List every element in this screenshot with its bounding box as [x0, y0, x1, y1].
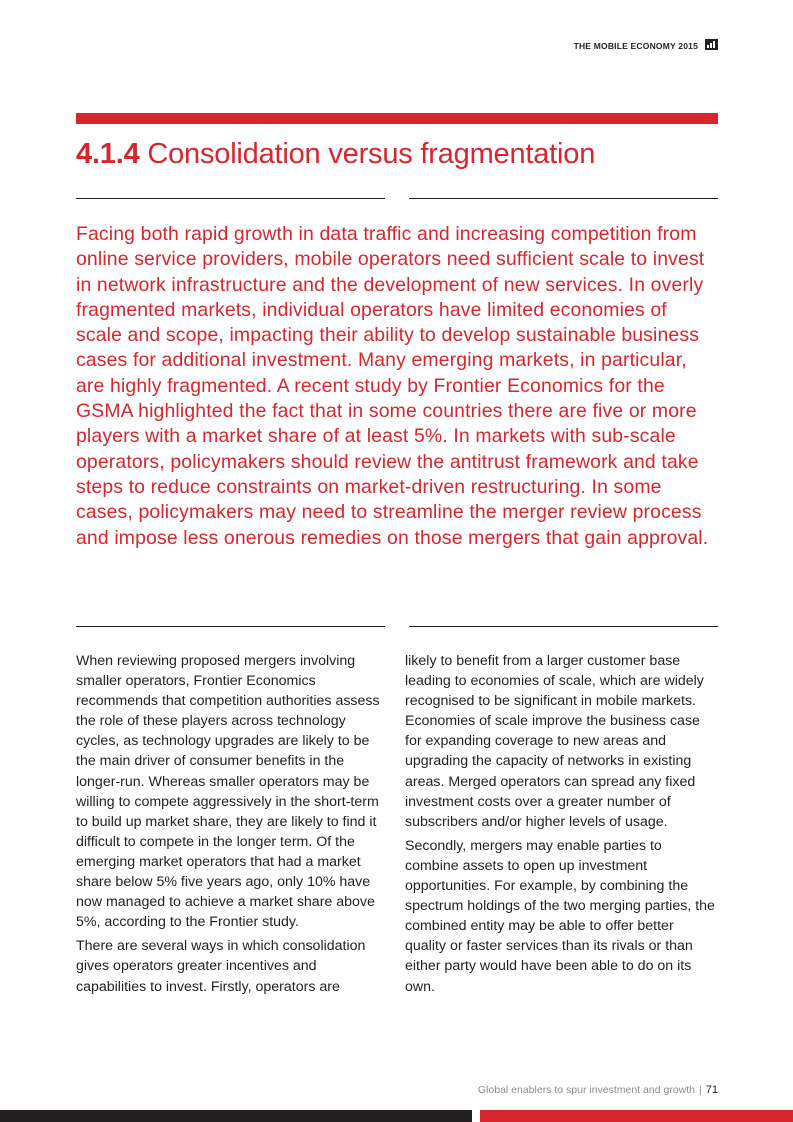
body-paragraph: likely to benefit from a larger customer base leading to economies of scale, which are widely recognised to be significant in mobile markets. Economies of scale improve the business case for expanding coverage to new areas and upgrading the capacity of networks in existing areas. Merged operators can spread any fixed investment costs over a greater number of subscribers and/or higher levels of usage. [405, 653, 704, 830]
section-heading [76, 138, 595, 171]
body-paragraph: There are several ways in which consolidation gives operators greater incentives and capabilities to invest. Firstly, operators are [76, 938, 366, 995]
body-column-left [76, 651, 388, 1001]
footer-bar-red [480, 1110, 793, 1122]
body-paragraph: Secondly, mergers may enable parties to combine assets to open up investment opportunities. For example, by combining the spectrum holdings of the two merging parties, the combined entity may be able to offer better quality or faster services than its rivals or than either party would have been able to do on its own. [405, 837, 715, 995]
footer-separator: | [699, 1084, 702, 1096]
body-paragraph: When reviewing proposed mergers involving smaller operators, Frontier Economics recommends that competition authorities assess the role of these players across technology cycles, as technology upgrades are likely to be the main driver of consumer benefits in the longer-run. Whereas smaller operators may be willing to compete aggressively in the short-term to build up market share, they are likely to find it difficult to compete in the longer term. Of the emerging market operators that had a market share below 5% five years ago, only 10% have now managed to achieve a market share above 5%, according to the Frontier study. [76, 653, 380, 931]
footer-chapter-title: Global enablers to spur investment and growth [477, 1084, 696, 1096]
page-number: 71 [705, 1084, 718, 1096]
section-accent-bar [76, 113, 718, 124]
page-footer [478, 1084, 718, 1096]
section-title: Consolidation versus fragmentation [147, 138, 596, 170]
section-number: 4.1.4 [76, 138, 140, 170]
bar-chart-icon [705, 39, 718, 50]
publication-title: THE MOBILE ECONOMY 2015 [573, 41, 698, 51]
intro-paragraph: Facing both rapid growth in data traffic and increasing competition from online service providers, mobile operators need sufficient scale to invest in network infrastructure and the development of new services. In overly fragmented markets, individual operators have limited economies of scale and scope, impacting their ability to develop sustainable business cases for additional investment. Many emerging markets, in particular, are highly fragmented. A recent study by Frontier Economics for the GSMA highlighted the fact that in some countries there are five or more players with a market share of at least 5%. In markets with sub-scale operators, policymakers should review the antitrust framework and take steps to reduce constraints on market-driven restructuring. In some cases, policymakers may need to streamline the merger review process and impose less onerous remedies on those mergers that gain approval. [76, 223, 709, 549]
body-column-right [405, 651, 717, 1001]
intro-divider-left [76, 626, 385, 627]
heading-divider-left [76, 198, 385, 199]
intro-divider-right [409, 626, 718, 627]
footer-bar-dark [0, 1110, 472, 1122]
heading-divider-right [409, 198, 718, 199]
